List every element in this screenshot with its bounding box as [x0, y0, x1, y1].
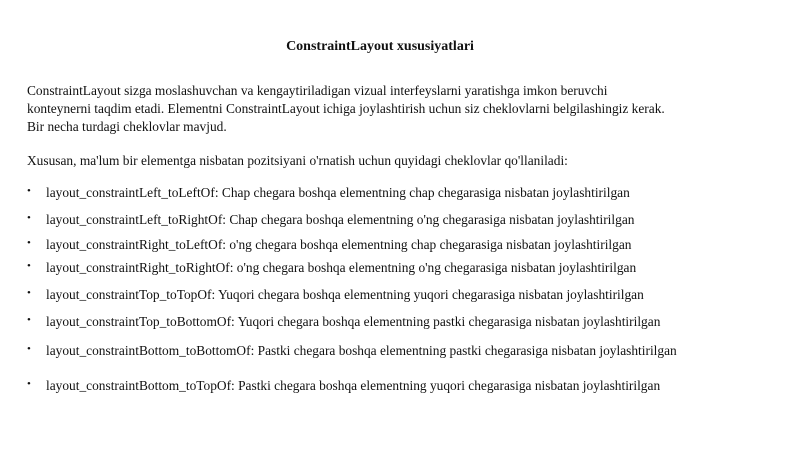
page-title: ConstraintLayout xususiyatlari: [286, 39, 474, 54]
list-item-text: layout_constraintBottom_toTopOf: Pastki chegara boshqa elementning yuqori chegarasiga nisbatan joylashtirilgan: [46, 378, 661, 393]
bullet-icon: •: [27, 212, 31, 224]
bullet-icon: •: [27, 185, 31, 197]
lead-paragraph: Xususan, ma'lum bir elementga nisbatan pozitsiyani o'rnatish uchun quyidagi cheklovlar qo'llaniladi:: [27, 153, 568, 168]
intro-paragraph: ConstraintLayout sizga moslashuvchan va kengaytiriladigan vizual interfeyslarni yaratishga imkon beruvchi konteynerni taqdim etadi. Elementni ConstraintLayout ichiga joylashtirish uchun siz cheklovlarni belgilashingiz kerak. Bir necha turdagi cheklovlar mavjud.: [27, 83, 665, 134]
list-item-text: layout_constraintRight_toLeftOf: o'ng chegara boshqa elementning chap chegarasiga nisbatan joylashtirilgan: [46, 237, 632, 252]
bullet-icon: •: [27, 287, 31, 299]
bullet-icon: •: [27, 378, 31, 390]
list-item-text: layout_constraintTop_toBottomOf: Yuqori chegara boshqa elementning pastki chegarasiga nisbatan joylashtirilgan: [46, 314, 661, 329]
bullet-icon: •: [27, 343, 31, 355]
list-item-text: layout_constraintRight_toRightOf: o'ng chegara boshqa elementning o'ng chegarasiga nisbatan joylashtirilgan: [46, 260, 637, 275]
list-item-text: layout_constraintLeft_toRightOf: Chap chegara boshqa elementning o'ng chegarasiga nisbatan joylashtirilgan: [46, 212, 635, 227]
list-item-text: layout_constraintLeft_toLeftOf: Chap chegara boshqa elementning chap chegarasiga nisbatan joylashtirilgan: [46, 185, 630, 200]
list-item-text: layout_constraintBottom_toBottomOf: Pastki chegara boshqa elementning pastki chegarasiga nisbatan joylashtirilgan: [46, 343, 677, 358]
list-item-text: layout_constraintTop_toTopOf: Yuqori chegara boshqa elementning yuqori chegarasiga nisbatan joylashtirilgan: [46, 287, 644, 302]
bullet-icon: •: [27, 237, 31, 249]
bullet-icon: •: [27, 260, 31, 272]
bullet-icon: •: [27, 314, 31, 326]
